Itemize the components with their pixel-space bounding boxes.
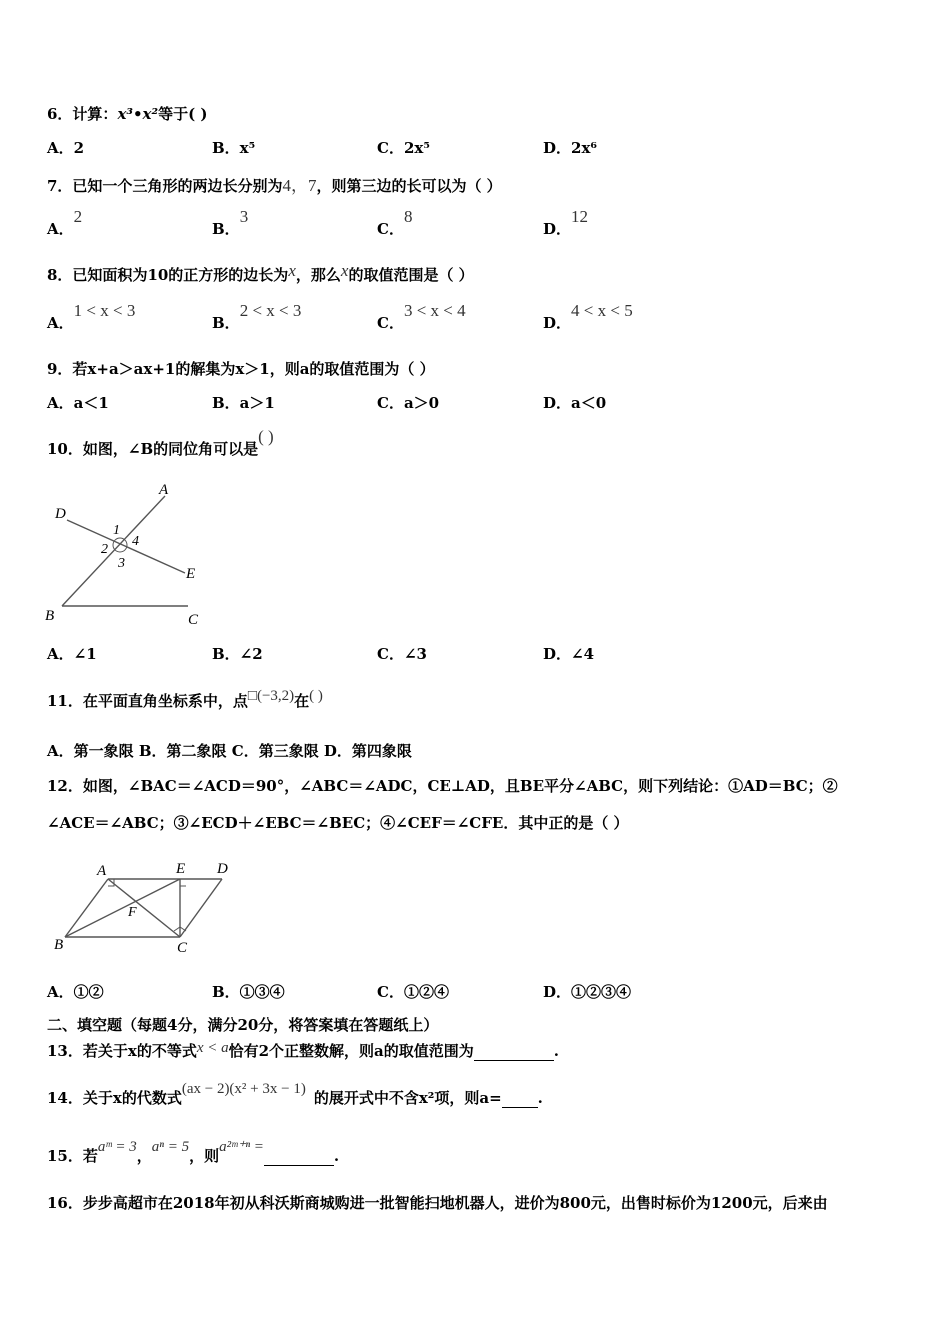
question-12-line-1: 12．如图，∠BAC＝∠ACD＝90°，∠ABC＝∠ADC，CE⊥AD，且BE平分∠ABC，则下列结论：①AD＝BC；② — [47, 777, 838, 795]
q14-end: . — [537, 1089, 543, 1107]
q11-stem: 11．在平面直角坐标系中，点 — [47, 692, 248, 710]
label-c: C — [188, 612, 199, 628]
q8-option-d[interactable] — [543, 301, 633, 333]
q11-point: □(−3,2) — [247, 688, 295, 704]
q8-value-b: 2 < x < 3 — [239, 301, 302, 320]
section-2-title: 二、填空题（每题4分，满分20分，将答案填在答题纸上） — [47, 1016, 439, 1034]
line-ab — [65, 879, 108, 937]
q15-stem: 15．若 — [47, 1147, 98, 1165]
q15-sep-2: ，则 — [189, 1147, 220, 1165]
q11-paren: ( ) — [309, 688, 323, 704]
q7-label-c: C． — [377, 220, 404, 238]
q10-option-b[interactable]: B．∠2 — [212, 645, 263, 663]
q14-expression: (ax − 2)(x² + 3x − 1) — [181, 1081, 306, 1097]
q7-value-d: 12 — [571, 207, 589, 226]
label-d: D — [217, 861, 228, 877]
q6-option-c[interactable]: C．2x⁵ — [377, 139, 430, 157]
q12-option-a[interactable]: A．①② — [47, 983, 104, 1001]
q10-stem: 10．如图，∠B的同位角可以是 — [47, 440, 259, 458]
q6-expression: x³•x² — [117, 105, 159, 123]
q7-value-c: 8 — [403, 207, 413, 226]
q15-answer-blank[interactable] — [264, 1147, 334, 1166]
q13-end: . — [553, 1042, 560, 1060]
q8-var-2: x — [340, 261, 349, 280]
question-12-line-2: ∠ACE＝∠ABC；③∠ECD＋∠EBC＝∠BEC；④∠CEF＝∠CFE．其中正的是（ ） — [47, 814, 629, 832]
q15-sep-1: ， — [136, 1147, 152, 1165]
q14-tail: 的展开式中不含x²项，则a= — [313, 1089, 502, 1107]
question-10 — [47, 427, 274, 459]
q11-mid: 在 — [294, 692, 310, 710]
q8-label-d: D． — [543, 314, 572, 332]
q8-value-a: 1 < x < 3 — [73, 301, 136, 320]
q10-figure — [40, 478, 220, 633]
q13-stem: 13．若关于x的不等式 — [47, 1042, 197, 1060]
q12-option-c[interactable]: C．①②④ — [377, 983, 449, 1001]
q6-option-a[interactable]: A．2 — [47, 139, 85, 157]
q8-stem: 8．已知面积为10的正方形的边长为 — [47, 266, 289, 284]
q9-option-c[interactable]: C．a＞0 — [377, 394, 440, 412]
q11-options[interactable]: A．第一象限 B．第二象限 C．第三象限 D．第四象限 — [47, 742, 412, 760]
q12-figure — [45, 855, 245, 955]
label-b: B — [54, 937, 64, 953]
question-13 — [47, 1040, 559, 1061]
q8-mid: ，那么 — [295, 266, 341, 284]
q14-answer-blank[interactable] — [502, 1089, 538, 1108]
q7-sides: 4，7 — [282, 176, 317, 195]
q8-option-c[interactable] — [377, 301, 466, 333]
q10-option-c[interactable]: C．∠3 — [377, 645, 427, 663]
q12-option-b[interactable]: B．①③④ — [212, 983, 285, 1001]
label-b: B — [45, 608, 55, 624]
label-4: 4 — [132, 534, 139, 549]
label-a: A — [97, 863, 107, 879]
q7-option-b[interactable] — [212, 207, 249, 239]
question-11 — [47, 690, 323, 711]
label-e: E — [176, 861, 186, 877]
q13-tail: 恰有2个正整数解，则a的取值范围为 — [228, 1042, 474, 1060]
q9-option-b[interactable]: B．a＞1 — [212, 394, 275, 412]
q9-option-a[interactable]: A．a＜1 — [47, 394, 109, 412]
label-a: A — [159, 482, 169, 498]
q10-option-d[interactable]: D．∠4 — [543, 645, 595, 663]
q7-tail: ，则第三边的长可以为（ ） — [316, 177, 502, 195]
q8-option-a[interactable] — [47, 301, 136, 333]
q15-expr-2: aⁿ = 5 — [151, 1139, 190, 1155]
question-16: 16．步步高超市在2018年初从科沃斯商城购进一批智能扫地机器人，进价为800元，出售时标价为1200元，后来由 — [47, 1194, 828, 1212]
question-15 — [47, 1139, 340, 1166]
q7-label-a: A． — [47, 220, 74, 238]
q10-paren: ( ) — [258, 427, 274, 446]
q8-label-a: A． — [47, 314, 74, 332]
q6-option-d[interactable]: D．2x⁶ — [543, 139, 597, 157]
q8-var-1: x — [288, 261, 296, 280]
question-7 — [47, 171, 502, 196]
q8-tail: 的取值范围是（ ） — [348, 266, 474, 284]
line-ba — [62, 496, 165, 606]
q7-option-d[interactable] — [543, 207, 589, 239]
q7-value-b: 3 — [239, 207, 249, 226]
q8-label-b: B． — [212, 314, 240, 332]
q7-stem: 7．已知一个三角形的两边长分别为 — [47, 177, 283, 195]
q8-value-d: 4 < x < 5 — [571, 301, 633, 320]
line-de — [67, 520, 185, 573]
q15-expr-1: aᵐ = 3 — [97, 1139, 137, 1155]
q9-option-d[interactable]: D．a＜0 — [543, 394, 607, 412]
question-9: 9．若x+a＞ax+1的解集为x＞1，则a的取值范围为（ ） — [47, 360, 435, 378]
q7-label-b: B． — [212, 220, 240, 238]
q15-expr-3: a²ᵐ⁺ⁿ = — [219, 1139, 264, 1155]
question-6 — [47, 103, 207, 124]
q6-tail: 等于( ) — [158, 105, 208, 123]
label-1: 1 — [113, 523, 120, 538]
q6-option-b[interactable]: B．x⁵ — [212, 139, 256, 157]
q13-answer-blank[interactable] — [474, 1042, 554, 1061]
label-f: F — [128, 905, 137, 920]
q10-option-a[interactable]: A．∠1 — [47, 645, 97, 663]
label-e: E — [186, 566, 196, 582]
q12-option-d[interactable]: D．①②③④ — [543, 983, 632, 1001]
q13-inequality: x < a — [196, 1040, 229, 1056]
label-3: 3 — [118, 556, 125, 571]
q8-value-c: 3 < x < 4 — [403, 301, 466, 320]
q8-option-b[interactable] — [212, 301, 302, 333]
q7-option-a[interactable] — [47, 207, 83, 239]
label-d: D — [55, 506, 66, 522]
question-8 — [47, 261, 474, 285]
q6-stem: 6．计算： — [47, 105, 118, 123]
q15-end: . — [333, 1147, 340, 1165]
q8-label-c: C． — [377, 314, 404, 332]
line-be — [65, 879, 180, 937]
line-cd — [180, 879, 222, 937]
q7-value-a: 2 — [73, 207, 83, 226]
q14-stem: 14．关于x的代数式 — [47, 1089, 182, 1107]
label-c: C — [177, 940, 188, 955]
line-ac — [108, 879, 180, 937]
q7-option-c[interactable] — [377, 207, 413, 239]
question-14 — [47, 1081, 543, 1108]
label-2: 2 — [101, 542, 108, 557]
q7-label-d: D． — [543, 220, 572, 238]
